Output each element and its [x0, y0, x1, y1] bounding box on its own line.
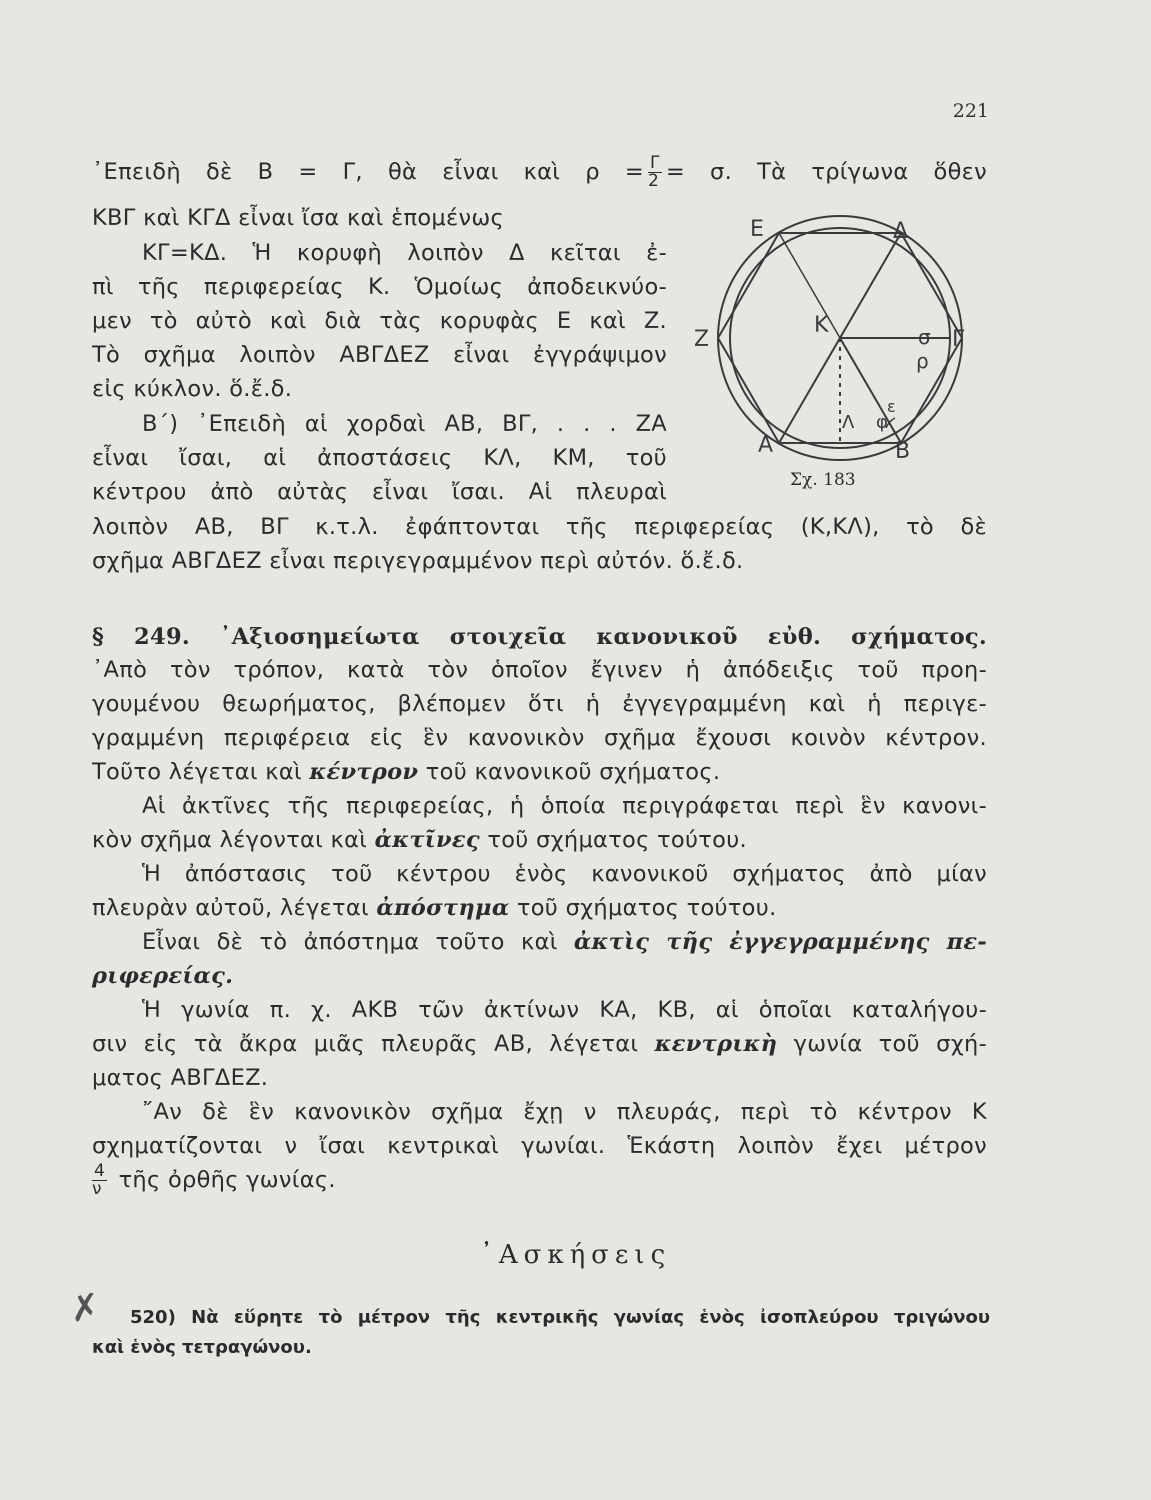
- section-line-9: Εἶναι δὲ τὸ ἀπόστημα τοῦτο καὶ ἀκτὶς τῆς ἐγγεγραμμένης πε-: [142, 929, 987, 955]
- section-line-6: κὸν σχῆμα λέγονται καὶ ἀκτῖνες τοῦ σχήματος τούτου.: [92, 827, 747, 853]
- radius-KA: [779, 338, 840, 443]
- section-line-13: ματος ΑΒΓΔΕΖ.: [92, 1065, 269, 1091]
- fraction-denominator: 2: [648, 171, 660, 191]
- section-line-2: γουμένου θεωρήματος, βλέπομεν ὅτι ἡ ἐγγεγραμμένη καὶ ἡ περιγε-: [92, 691, 987, 717]
- section-line-10: ριφερείας.: [92, 963, 234, 989]
- section-line-8: πλευρὰν αὐτοῦ, λέγεται ἀπόστημα τοῦ σχήματος τούτου.: [92, 895, 777, 921]
- fraction-numerator: Γ: [650, 153, 660, 173]
- text-line-11: λοιπὸν ΑΒ, ΒΓ κ.τ.λ. ἐφάπτονται τῆς περιφερείας (Κ,ΚΛ), τὸ δὲ: [92, 514, 987, 540]
- section-line-15: σχηματίζονται ν ἴσαι κεντρικαὶ γωνίαι. Ἑκάστη λοιπὸν ἔχει μέτρον: [92, 1133, 987, 1159]
- section-line-7: Ἡ ἀπόστασις τοῦ κέντρου ἑνὸς κανονικοῦ σχήματος ἀπὸ μίαν: [142, 861, 987, 887]
- text-l1-a: ᾿Επειδὴ δὲ Β = Γ, θὰ εἶναι καὶ ρ =: [92, 159, 645, 185]
- handwritten-mark: ✗: [67, 1286, 103, 1331]
- text-line-3: ΚΓ=ΚΔ. Ἡ κορυφὴ λοιπὸν Δ κεῖται ἐ-: [142, 240, 667, 266]
- label-G: Γ: [952, 327, 965, 352]
- label-E: Ε: [750, 217, 764, 242]
- label-epsilon: ε: [887, 397, 896, 416]
- term-aktis: ἀκτὶς τῆς ἐγγεγραμμένης πε-: [573, 929, 987, 955]
- fraction-4-nu: $\frac{4}{\nu}$: [92, 1161, 106, 1199]
- figure-183-hexagon: [690, 198, 990, 498]
- text-l1-b: = σ. Τὰ τρίγωνα ὅθεν: [665, 159, 987, 185]
- text-line-8: Β΄) ᾿Επειδὴ αἱ χορδαὶ ΑΒ, ΒΓ, . . . ΖΑ: [142, 411, 667, 437]
- term-kentron: κέντρον: [309, 759, 419, 785]
- label-rho: ρ: [916, 349, 929, 373]
- text-line-4: πὶ τῆς περιφερείας Κ. Ὁμοίως ἀποδεικνύο-: [92, 274, 667, 300]
- text-line-12: σχῆμα ΑΒΓΔΕΖ εἶναι περιγεγραμμένον περὶ αὐτόν. ὅ.ἔ.δ.: [92, 548, 744, 574]
- label-K: Κ: [814, 313, 829, 338]
- exercises-heading: ᾿Ασκήσεις: [479, 1240, 672, 1270]
- fraction-gamma-2: [648, 155, 662, 190]
- label-B: Β: [895, 439, 911, 464]
- exercise-520-line-2: καὶ ἑνὸς τετραγώνου.: [92, 1337, 312, 1358]
- text-line-7: εἰς κύκλον. ὅ.ἔ.δ.: [92, 376, 293, 402]
- label-A: Α: [758, 433, 774, 458]
- section-line-5: Αἱ ἀκτῖνες τῆς περιφερείας, ἡ ὁποία περιγράφεται περὶ ἓν κανονι-: [142, 793, 987, 819]
- exercise-520-line-1: 520) Νὰ εὕρητε τὸ μέτρον τῆς κεντρικῆς γωνίας ἑνὸς ἰσοπλεύρου τριγώνου: [130, 1307, 990, 1328]
- section-line-11: Ἡ γωνία π. χ. ΑΚΒ τῶν ἀκτίνων ΚΑ, ΚΒ, αἱ ὁποῖαι καταλήγου-: [142, 997, 987, 1023]
- section-line-3: γραμμένη περιφέρεια εἰς ἓν κανονικὸν σχῆμα ἔχουσι κοινὸν κέντρον.: [92, 725, 987, 751]
- text-line-9: εἶναι ἴσαι, αἱ ἀποστάσεις ΚΛ, ΚΜ, τοῦ: [92, 445, 667, 471]
- text-line-10: κέντρου ἀπὸ αὐτὰς εἶναι ἴσαι. Αἱ πλευραὶ: [92, 479, 667, 505]
- term-aktines: ἀκτῖνες: [374, 827, 480, 853]
- text-line-6: Τὸ σχῆμα λοιπὸν ΑΒΓΔΕΖ εἶναι ἐγγράψιμον: [92, 342, 667, 368]
- text-line-2: ΚΒΓ καὶ ΚΓΔ εἶναι ἴσα καὶ ἑπομένως: [92, 205, 504, 231]
- section-number: § 249.: [92, 624, 191, 650]
- page-number: 221: [952, 100, 989, 122]
- section-title: ᾿Αξιοσημείωτα στοιχεῖα κανονικοῦ εὐθ. σχήματος.: [220, 624, 988, 650]
- text-line-1: [92, 155, 987, 190]
- label-phi: φ: [876, 412, 888, 433]
- section-line-12: σιν εἰς τὰ ἄκρα μιᾶς πλευρᾶς ΑΒ, λέγεται κεντρικὴ γωνία τοῦ σχή-: [92, 1031, 988, 1057]
- section-line-14: ῎Αν δὲ ἓν κανονικὸν σχῆμα ἔχῃ ν πλευράς, περὶ τὸ κέντρον Κ: [142, 1099, 987, 1125]
- term-kentriki: κεντρικὴ: [654, 1031, 778, 1057]
- section-line-1: ᾿Απὸ τὸν τρόπον, κατὰ τὸν ὁποῖον ἔγινεν ἡ ἀπόδειξις τοῦ προη-: [92, 657, 987, 683]
- label-L: Λ: [842, 412, 855, 433]
- label-sigma: σ: [918, 325, 931, 349]
- section-line-4: Τοῦτο λέγεται καὶ κέντρον τοῦ κανονικοῦ σχήματος.: [92, 759, 721, 785]
- figure-caption: Σχ. 183: [790, 470, 856, 490]
- section-line-16: $\frac{4}{\nu}$ τῆς ὀρθῆς γωνίας.: [92, 1161, 336, 1199]
- section-heading: [92, 620, 987, 654]
- text-line-5: μεν τὸ αὐτὸ καὶ διὰ τὰς κορυφὰς Ε καὶ Ζ.: [92, 308, 667, 334]
- label-D: Δ: [893, 219, 909, 244]
- radius-KD: [840, 233, 901, 338]
- term-apostima: ἀπόστημα: [376, 895, 510, 921]
- label-Z: Ζ: [694, 327, 710, 352]
